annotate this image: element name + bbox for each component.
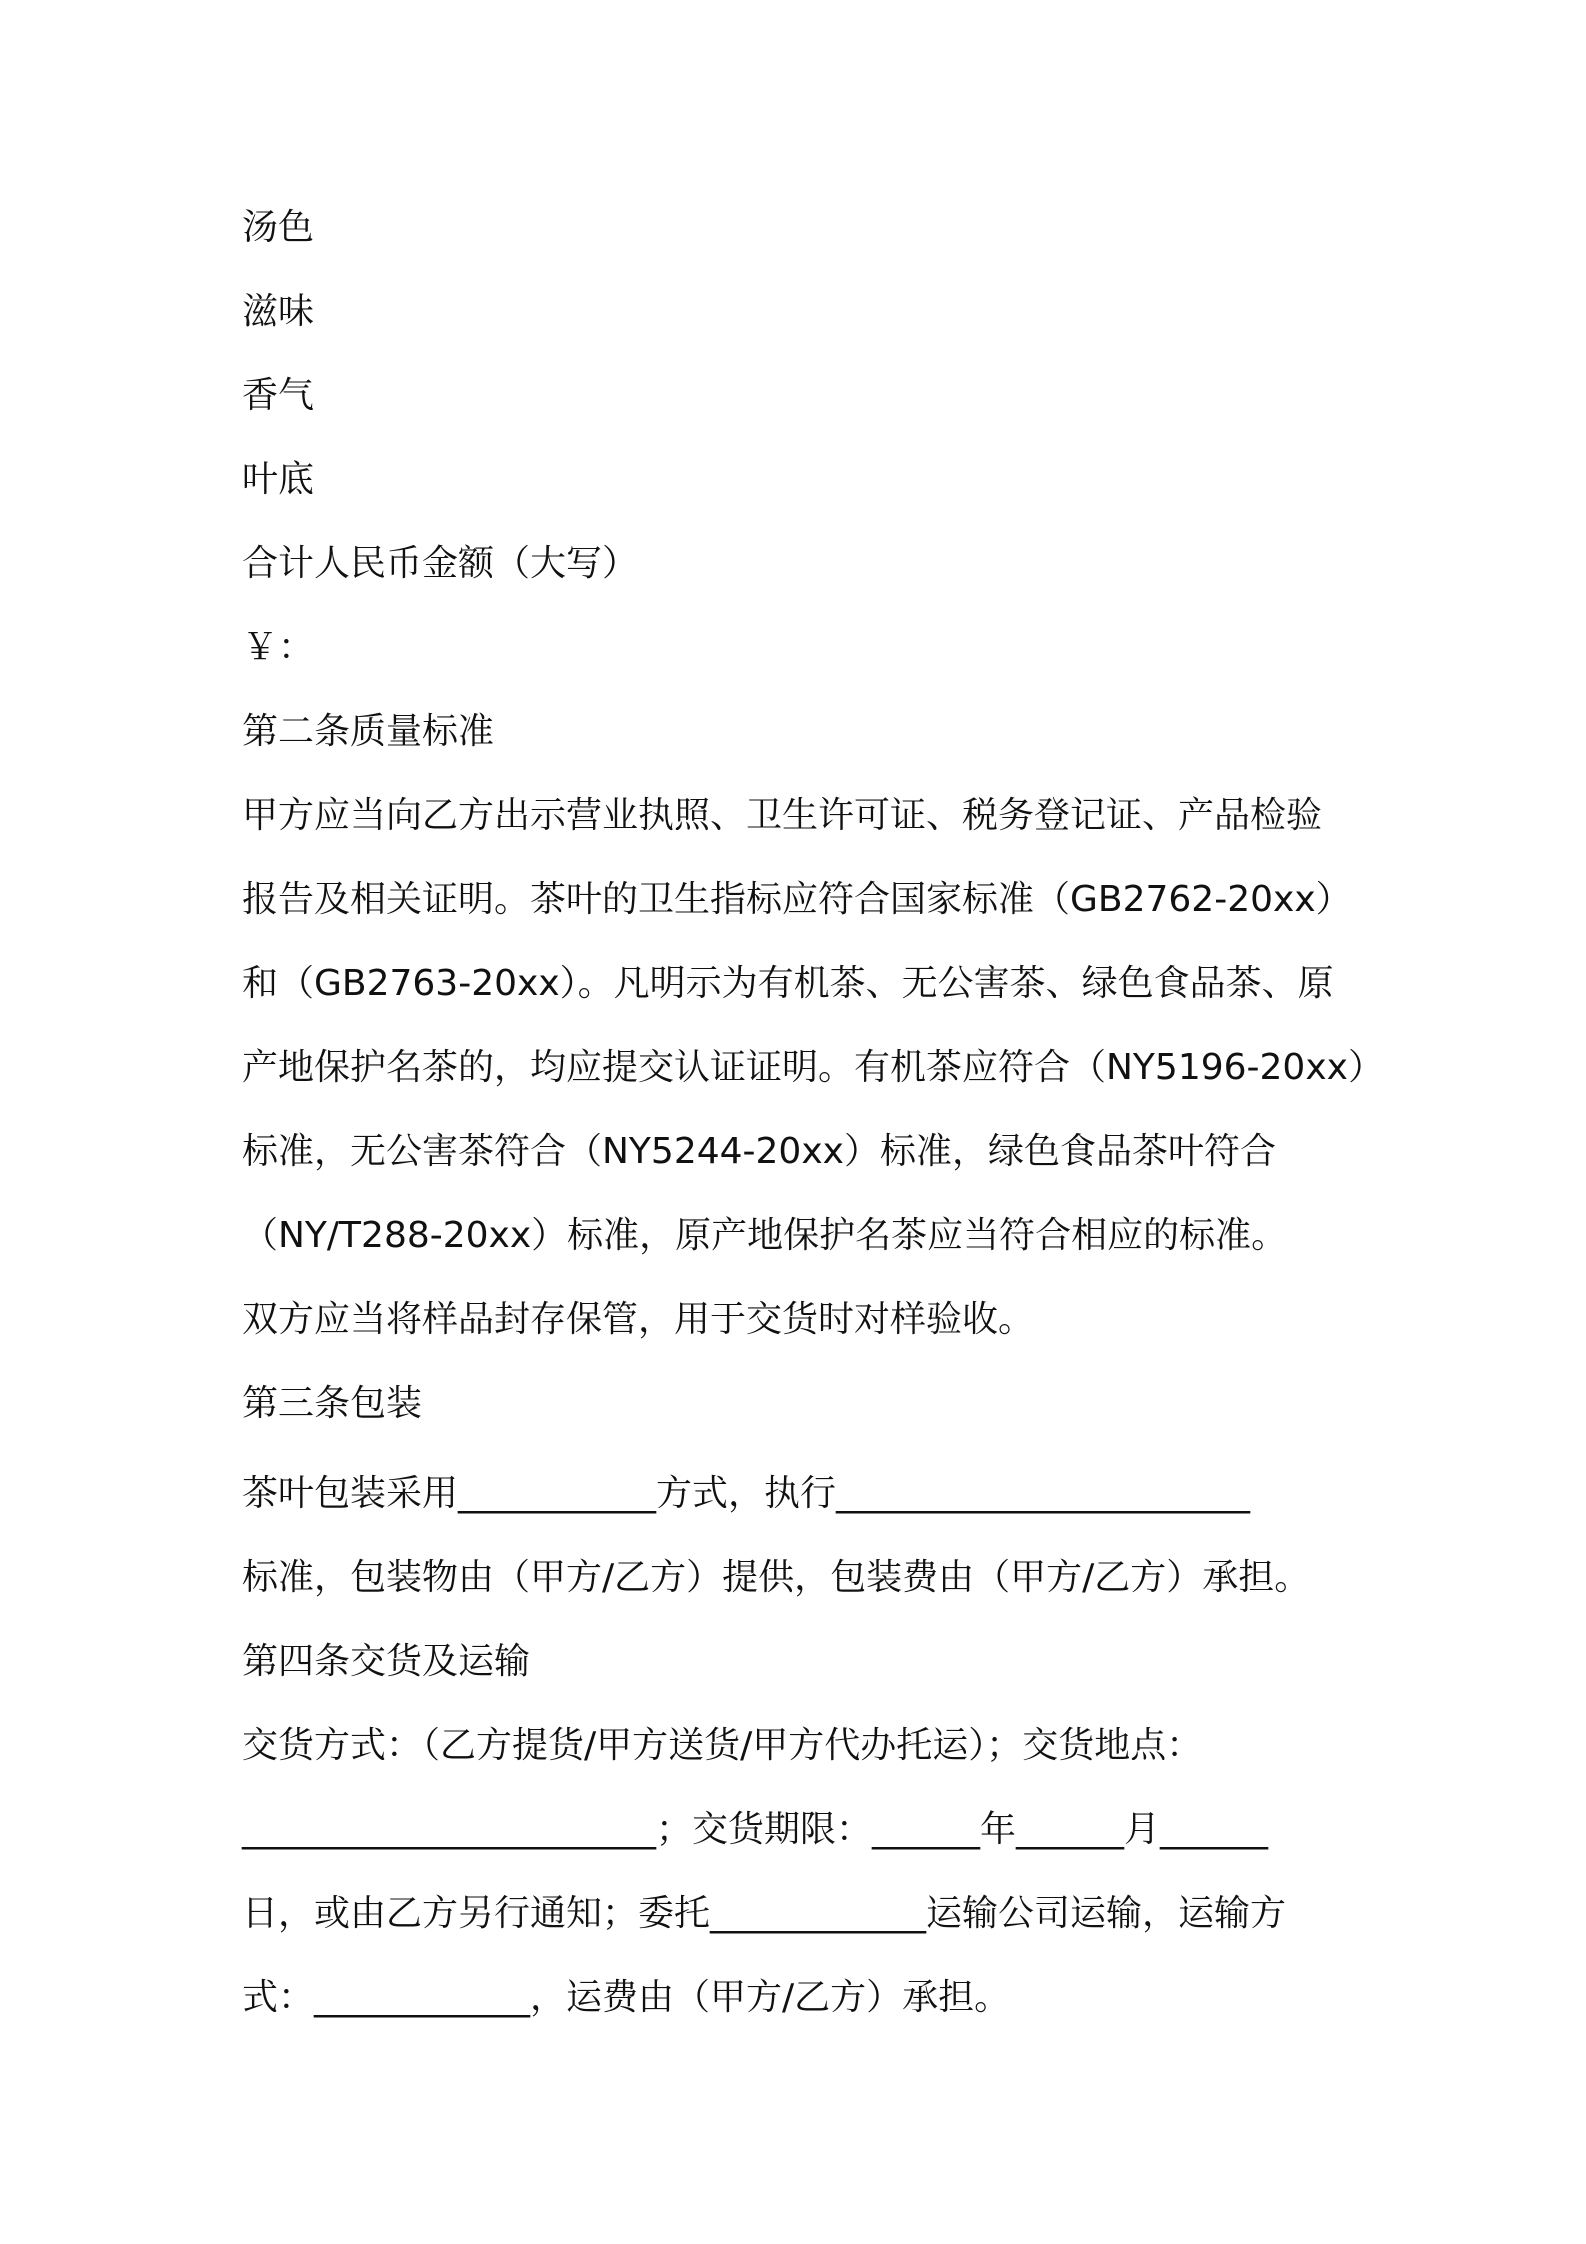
item-zi-wei: 滋味	[242, 291, 315, 332]
article-3-line-1: 茶叶包装采用___________方式，执行_______________________	[242, 1473, 1251, 1514]
yuan-amount-label: ￥：	[242, 627, 315, 668]
article-4-line-1: 交货方式：（乙方提货/甲方送货/甲方代办托运）；交货地点：	[242, 1725, 1203, 1766]
article-4-line-3: 日，或由乙方另行通知；委托____________运输公司运输，运输方	[242, 1893, 1287, 1934]
item-tang-se: 汤色	[242, 207, 315, 248]
article-2-line-1: 甲方应当向乙方出示营业执照、卫生许可证、税务登记证、产品检验	[242, 795, 1323, 836]
article-3-heading: 第三条包装	[242, 1383, 423, 1424]
item-xiang-qi: 香气	[242, 375, 315, 416]
article-2-line-7: 双方应当将样品封存保管，用于交货时对样验收。	[242, 1299, 1035, 1340]
article-4-line-4: 式：____________，运费由（甲方/乙方）承担。	[242, 1977, 1011, 2018]
article-2-line-4: 产地保护名茶的，均应提交认证证明。有机茶应符合（NY5196-20xx）	[242, 1047, 1384, 1088]
article-2-line-2: 报告及相关证明。茶叶的卫生指标应符合国家标准（GB2762-20xx）	[242, 879, 1352, 920]
item-ye-di: 叶底	[242, 459, 315, 500]
article-2-line-3: 和（GB2763-20xx）。凡明示为有机茶、无公害茶、绿色食品茶、原	[242, 963, 1334, 1004]
article-4-heading: 第四条交货及运输	[242, 1641, 531, 1682]
article-2-line-6: （NY/T288-20xx）标准，原产地保护名茶应当符合相应的标准。	[242, 1215, 1288, 1256]
article-2-line-5: 标准，无公害茶符合（NY5244-20xx）标准，绿色食品茶叶符合	[242, 1131, 1276, 1172]
total-amount-label: 合计人民币金额（大写）	[242, 543, 639, 584]
article-4-line-2: _______________________；交货期限：______年______月______	[242, 1809, 1269, 1850]
article-3-line-2: 标准，包装物由（甲方/乙方）提供，包装费由（甲方/乙方）承担。	[242, 1557, 1311, 1598]
article-2-heading: 第二条质量标准	[242, 711, 495, 752]
